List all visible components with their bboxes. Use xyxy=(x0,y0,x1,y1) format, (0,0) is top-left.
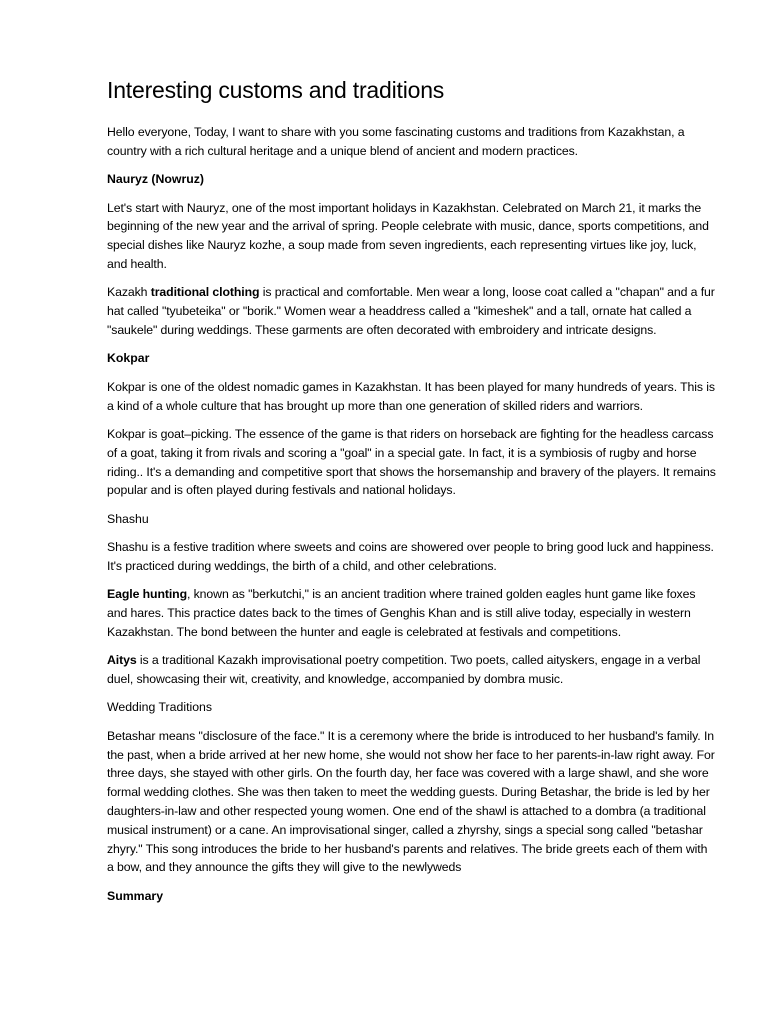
nauryz-heading: Nauryz (Nowruz) xyxy=(107,172,205,187)
eagle-bold-term: Eagle hunting xyxy=(107,587,187,602)
kokpar-heading: Kokpar xyxy=(107,351,150,366)
aitys-bold-term: Aitys xyxy=(107,653,137,668)
shashu-heading: Shashu xyxy=(107,511,149,526)
wedding-heading: Wedding Traditions xyxy=(107,700,213,715)
summary-heading: Summary xyxy=(107,888,164,903)
aitys-text: is a traditional Kazakh improvisational poetry competition. Two poets, called aityskers, engage in a verbal duel, showcasing their wit, creativity, and knowledge, accompanied by dombra music. xyxy=(107,653,701,687)
intro-paragraph: Hello everyone, Today, I want to share with you some fascinating customs and traditions from Kazakhstan, a country with a rich cultural heritage and a unique blend of ancient and modern practices. xyxy=(107,125,685,158)
clothing-lead: Kazakh xyxy=(107,285,151,300)
document-page xyxy=(107,74,717,915)
kokpar-paragraph-1: Kokpar is one of the oldest nomadic games in Kazakhstan. It has been played for many hundreds of years. This is a kind of a whole culture that has brought up more than one generation of skilled riders and warriors. xyxy=(107,379,715,413)
nauryz-paragraph: Let's start with Nauryz, one of the most important holidays in Kazakhstan. Celebrated on March 21, it marks the beginning of the new year and the arrival of spring. People celebrate with music, dance, sports competitions, and special dishes like Nauryz kozhe, a soup made from seven ingredients, each representing virtues like joy, luck, and health. xyxy=(107,200,709,271)
kokpar-paragraph-2: Kokpar is goat–picking. The essence of the game is that riders on horseback are fighting for the headless carcass of a goat, taking it from rivals and scoring a "goal" in a special gate. In fact, it is a symbiosis of rugby and horse riding.. It's a demanding and competitive sport that shows the horsemanship and bravery of the players. It remains popular and is often played during festivals and national holidays. xyxy=(107,426,716,498)
wedding-paragraph: Betashar means "disclosure of the face." It is a ceremony where the bride is introduced to her husband's family. In the past, when a bride arrived at her new home, she would not show her face to her parents-in-law right away. For three days, she stayed with other girls. On the fourth day, her face was covered with a large shawl, and she wore formal wedding clothes. She was then taken to meet the wedding guests. During Betashar, the bride is led by her daughters-in-law and other respected young women. One end of the shawl is attached to a dombra (a traditional musical instrument) or a cane. An improvisational singer, called a zhyrshy, sings a special song called "betashar zhyry." This song introduces the bride to her husband's parents and relatives. The bride greets each of them with a bow, and they announce the gifts they will give to the newlyweds xyxy=(107,728,715,875)
page-title: Interesting customs and traditions xyxy=(107,77,445,103)
shashu-paragraph: Shashu is a festive tradition where sweets and coins are showered over people to bring good luck and happiness. It's practiced during weddings, the birth of a child, and other celebrations. xyxy=(107,540,714,573)
eagle-text: , known as "berkutchi," is an ancient tradition where trained golden eagles hunt game like foxes and hares. This practice dates back to the times of Genghis Khan and is still alive today, especially in western Kazakhstan. The bond between the hunter and eagle is celebrated at festivals and competitions. xyxy=(107,587,696,639)
eagle-paragraph xyxy=(107,585,717,641)
clothing-paragraph xyxy=(107,283,717,339)
aitys-paragraph xyxy=(107,651,717,689)
clothing-text: is practical and comfortable. Men wear a long, loose coat called a "chapan" and a fur hat called "tyubeteika" or "borik." Women wear a headdress called a "kimeshek" and a tall, ornate hat called a "saukele" during weddings. These garments are often decorated with embroidery and intricate designs. xyxy=(107,285,715,337)
clothing-bold-term: traditional clothing xyxy=(150,285,260,300)
